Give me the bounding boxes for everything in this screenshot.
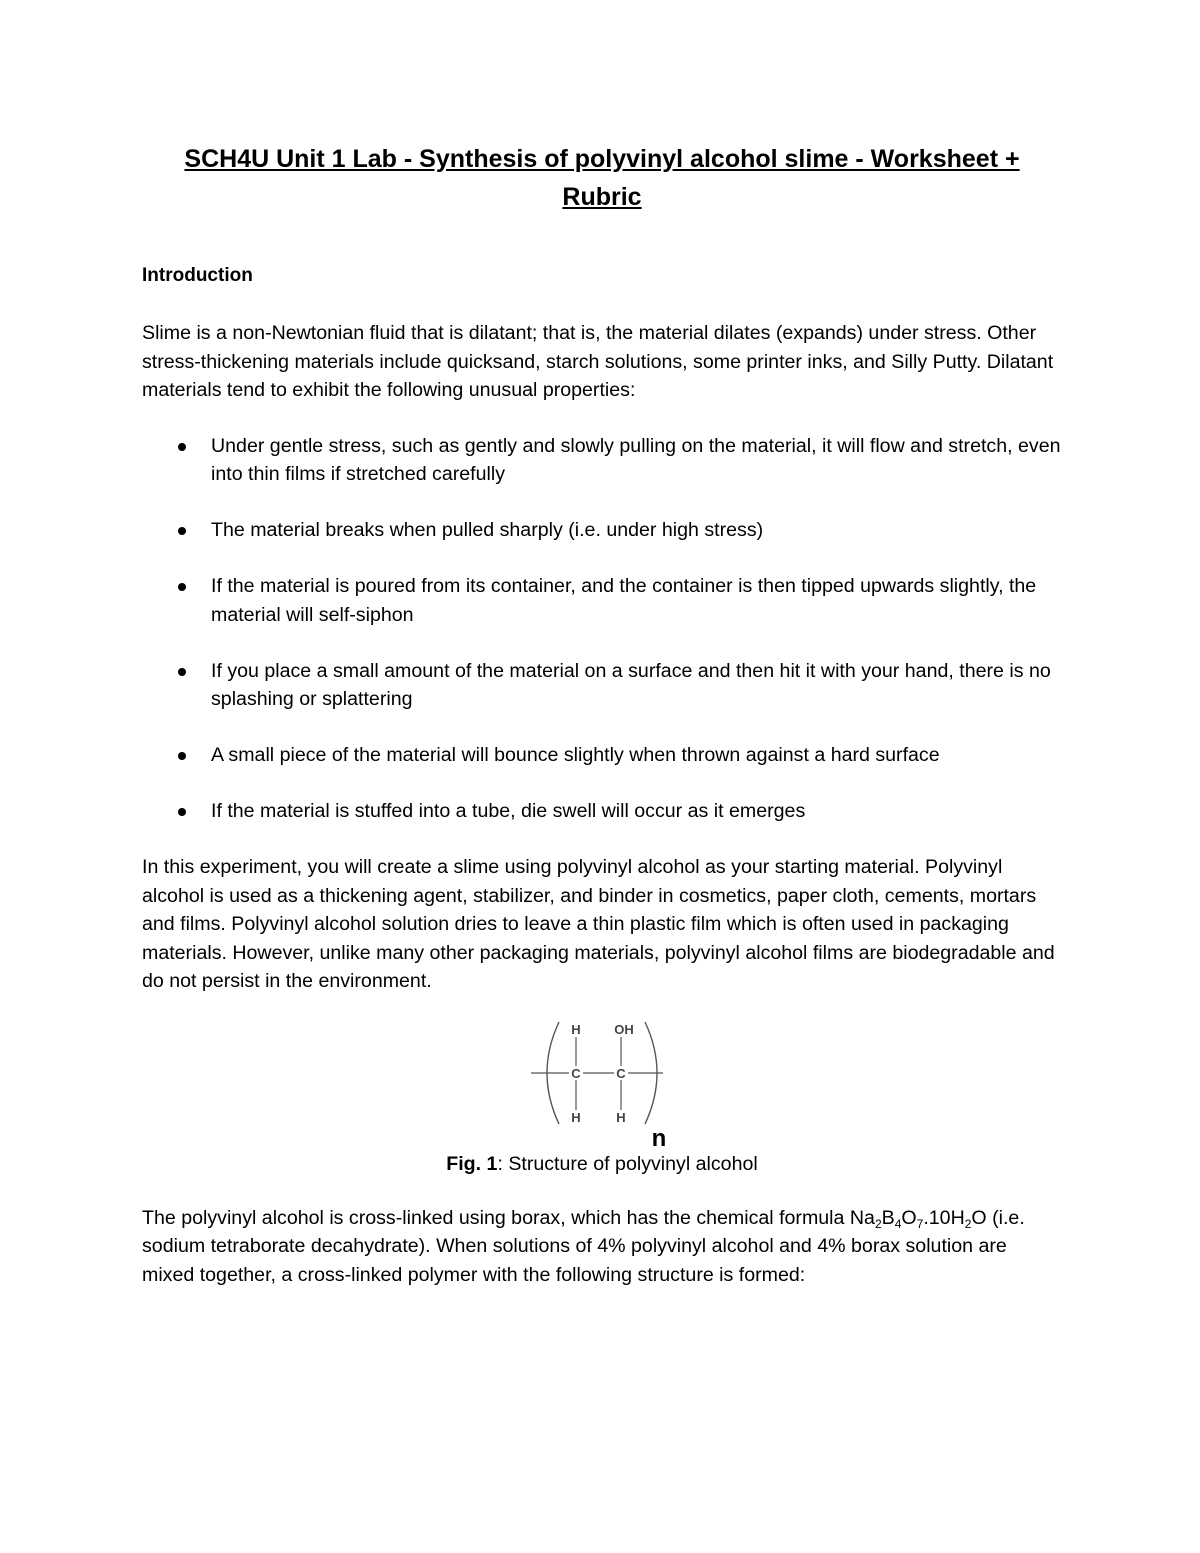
formula-subscript: 2 bbox=[964, 1216, 972, 1231]
formula-subscript: 2 bbox=[874, 1216, 882, 1231]
document-page bbox=[142, 140, 1062, 1289]
intro-paragraph: Slime is a non-Newtonian fluid that is dilatant; that is, the material dilates (expands) under stress. Other stress-thickening materials include quicksand, starch solutions, some printer inks, and Silly Putty. Dilatant materials tend to exhibit the following unusual properties: bbox=[142, 322, 1054, 401]
experiment-paragraph: In this experiment, you will create a slime using polyvinyl alcohol as your starting material. Polyvinyl alcohol is used as a thickening agent, stabilizer, and binder in cosmetics, paper cloth, cements, mortars and films. Polyvinyl alcohol solution dries to leave a thin plastic film which is often used in packaging materials. However, unlike many other packaging materials, polyvinyl alcohol films are biodegradable and do not persist in the environment. bbox=[142, 856, 1055, 992]
list-item bbox=[142, 572, 1062, 629]
list-item bbox=[142, 797, 1062, 826]
list-item bbox=[142, 741, 1062, 770]
formula-part: Na bbox=[849, 1206, 875, 1229]
formula-subscript: 7 bbox=[916, 1216, 924, 1231]
pva-structure-figure bbox=[142, 1018, 1062, 1150]
figure-caption-label: Fig. 1 bbox=[446, 1152, 498, 1175]
atom-label: H bbox=[571, 1109, 581, 1125]
crosslink-paragraph bbox=[142, 1204, 1062, 1290]
bullet-icon bbox=[178, 668, 186, 676]
list-item-text: The material breaks when pulled sharply (i.e. under high stress) bbox=[211, 519, 764, 541]
figure-caption bbox=[142, 1150, 1062, 1178]
bullet-icon bbox=[178, 752, 186, 760]
bullet-icon bbox=[178, 443, 186, 451]
figure-caption-text: : Structure of polyvinyl alcohol bbox=[497, 1152, 758, 1175]
atom-label: OH bbox=[614, 1021, 634, 1037]
repeat-subscript-n: n bbox=[651, 1124, 667, 1150]
formula-part: .10H bbox=[923, 1206, 965, 1229]
list-item-text: A small piece of the material will bounce slightly when thrown against a hard surface bbox=[211, 744, 940, 766]
list-item-text: If the material is stuffed into a tube, die swell will occur as it emerges bbox=[211, 800, 806, 822]
crosslink-text-after: (i.e. sodium tetraborate decahydrate). When solutions of 4% polyvinyl alcohol and 4% borax solution are mixed together, a cross-linked polymer with the following structure is formed: bbox=[142, 1206, 1025, 1286]
list-item-text: If the material is poured from its container, and the container is then tipped upwards slightly, the material will self-siphon bbox=[211, 575, 1037, 626]
pva-structure-diagram bbox=[527, 1018, 677, 1150]
borax-formula bbox=[850, 1207, 987, 1229]
formula-subscript: 4 bbox=[894, 1216, 902, 1231]
formula-part: O bbox=[971, 1206, 987, 1229]
atom-label: H bbox=[616, 1109, 626, 1125]
list-item bbox=[142, 657, 1062, 714]
list-item bbox=[142, 516, 1062, 545]
list-item-text: Under gentle stress, such as gently and slowly pulling on the material, it will flow and stretch, even into thin films if stretched carefully bbox=[211, 434, 1061, 485]
bullet-icon bbox=[178, 527, 186, 535]
bullet-icon bbox=[178, 808, 186, 816]
atom-label: H bbox=[571, 1021, 581, 1037]
page-title: SCH4U Unit 1 Lab - Synthesis of polyvinyl alcohol slime - Worksheet + Rubric bbox=[184, 145, 1020, 211]
list-item bbox=[142, 432, 1062, 489]
formula-part: B bbox=[881, 1206, 895, 1229]
crosslink-text-before: The polyvinyl alcohol is cross-linked using borax, which has the chemical formula bbox=[142, 1206, 850, 1229]
atom-label: C bbox=[571, 1065, 581, 1081]
properties-list bbox=[142, 432, 1062, 826]
bullet-icon bbox=[178, 583, 186, 591]
formula-part: O bbox=[901, 1206, 917, 1229]
section-heading-introduction: Introduction bbox=[142, 265, 253, 286]
atom-label: C bbox=[616, 1065, 626, 1081]
list-item-text: If you place a small amount of the material on a surface and then hit it with your hand, there is no splashing or splattering bbox=[211, 659, 1051, 710]
